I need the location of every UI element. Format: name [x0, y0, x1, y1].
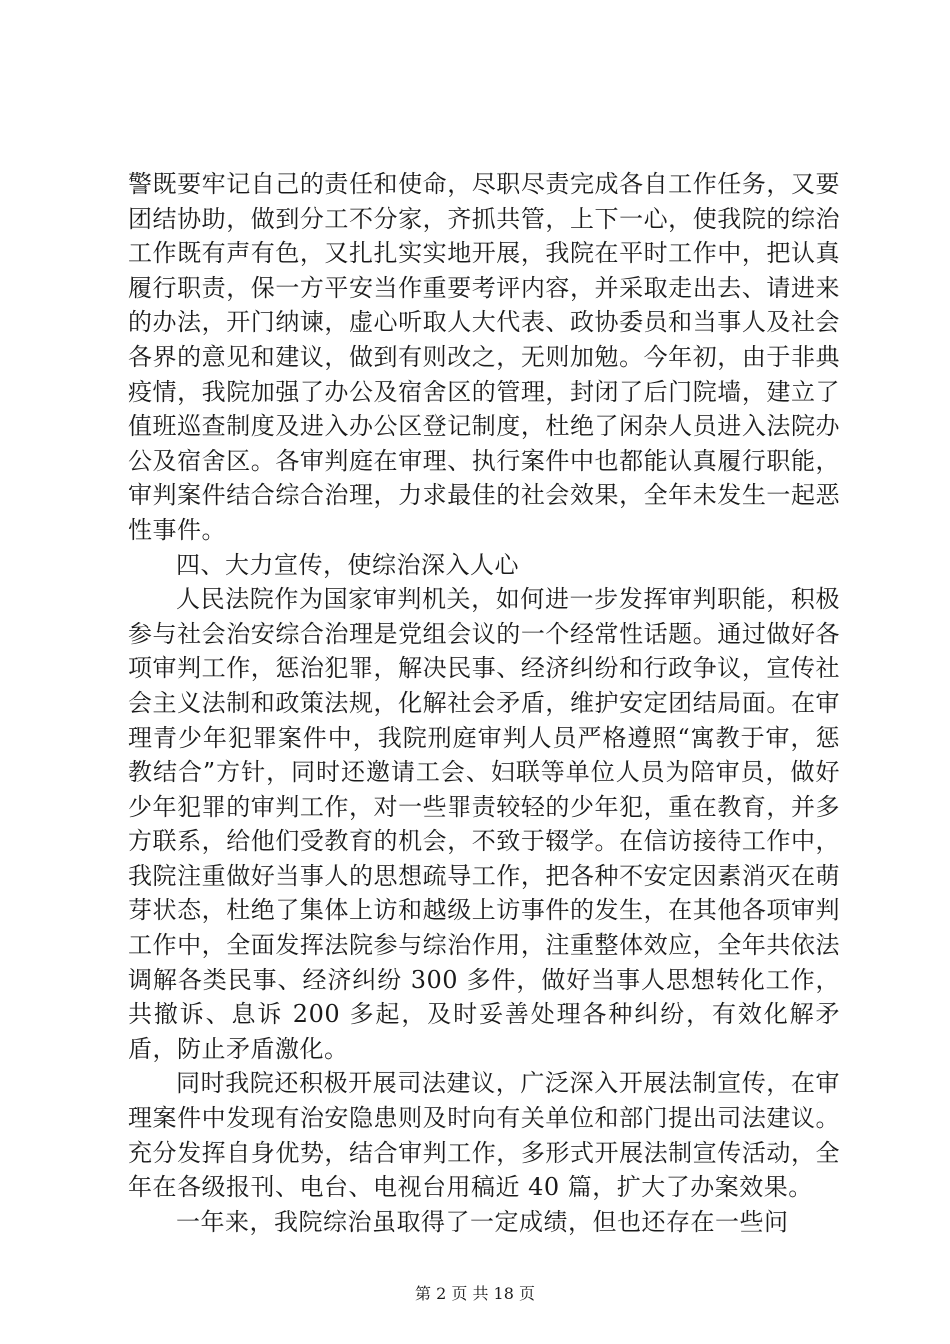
- paragraph: 人民法院作为国家审判机关，如何进一步发挥审判职能，积极参与社会治安综合治理是党组会议的一个经常性话题。通过做好各项审判工作，惩治犯罪，解决民事、经济纠纷和行政争议，宣传社会主义法制和政策法规，化解社会矛盾，维护安定团结局面。在审理青少年犯罪案件中，我院刑庭审判人员严格遵照“寓教于审，惩教结合”方针，同时还邀请工会、妇联等单位人员为陪审员，做好少年犯罪的审判工作，对一些罪责较轻的少年犯，重在教育，并多方联系，给他们受教育的机会，不致于辍学。在信访接待工作中，我院注重做好当事人的思想疏导工作，把各种不安定因素消灭在萌芽状态，杜绝了集体上访和越级上访事件的发生，在其他各项审判工作中，全面发挥法院参与综治作用，注重整体效应，全年共依法调解各类民事、经济纠纷 300 多件，做好当事人思想转化工作，共撤诉、息诉 200 多起，及时妥善处理各种纠纷，有效化解矛盾，防止矛盾激化。: [128, 585, 840, 1063]
- paragraph: 同时我院还积极开展司法建议，广泛深入开展法制宣传，在审理案件中发现有治安隐患则及时向有关单位和部门提出司法建议。充分发挥自身优势，结合审判工作，多形式开展法制宣传活动，全年在各级报刊、电台、电视台用稿近 40 篇，扩大了办案效果。: [128, 1069, 840, 1202]
- paragraph-continued: 警既要牢记自己的责任和使命，尽职尽责完成各自工作任务，又要团结协助，做到分工不分家，齐抓共管，上下一心，使我院的综治工作既有声有色，又扎扎实实地开展，我院在平时工作中，把认真履行职责，保一方平安当作重要考评内容，并采取走出去、请进来的办法，开门纳谏，虚心听取人大代表、政协委员和当事人及社会各界的意见和建议，做到有则改之，无则加勉。今年初，由于非典疫情，我院加强了办公及宿舍区的管理，封闭了后门院墙，建立了值班巡查制度及进入办公区登记制度，杜绝了闲杂人员进入法院办公及宿舍区。各审判庭在审理、执行案件中也都能认真履行职能，审判案件结合综合治理，力求最佳的社会效果，全年未发生一起恶性事件。: [128, 170, 840, 544]
- document-body: [128, 167, 840, 1239]
- section-heading: 四、大力宣传，使综治深入人心: [176, 550, 519, 579]
- paragraph: 一年来，我院综治虽取得了一定成绩，但也还存在一些问: [176, 1207, 789, 1236]
- page-number-footer: 第 2 页 共 18 页: [415, 1284, 535, 1303]
